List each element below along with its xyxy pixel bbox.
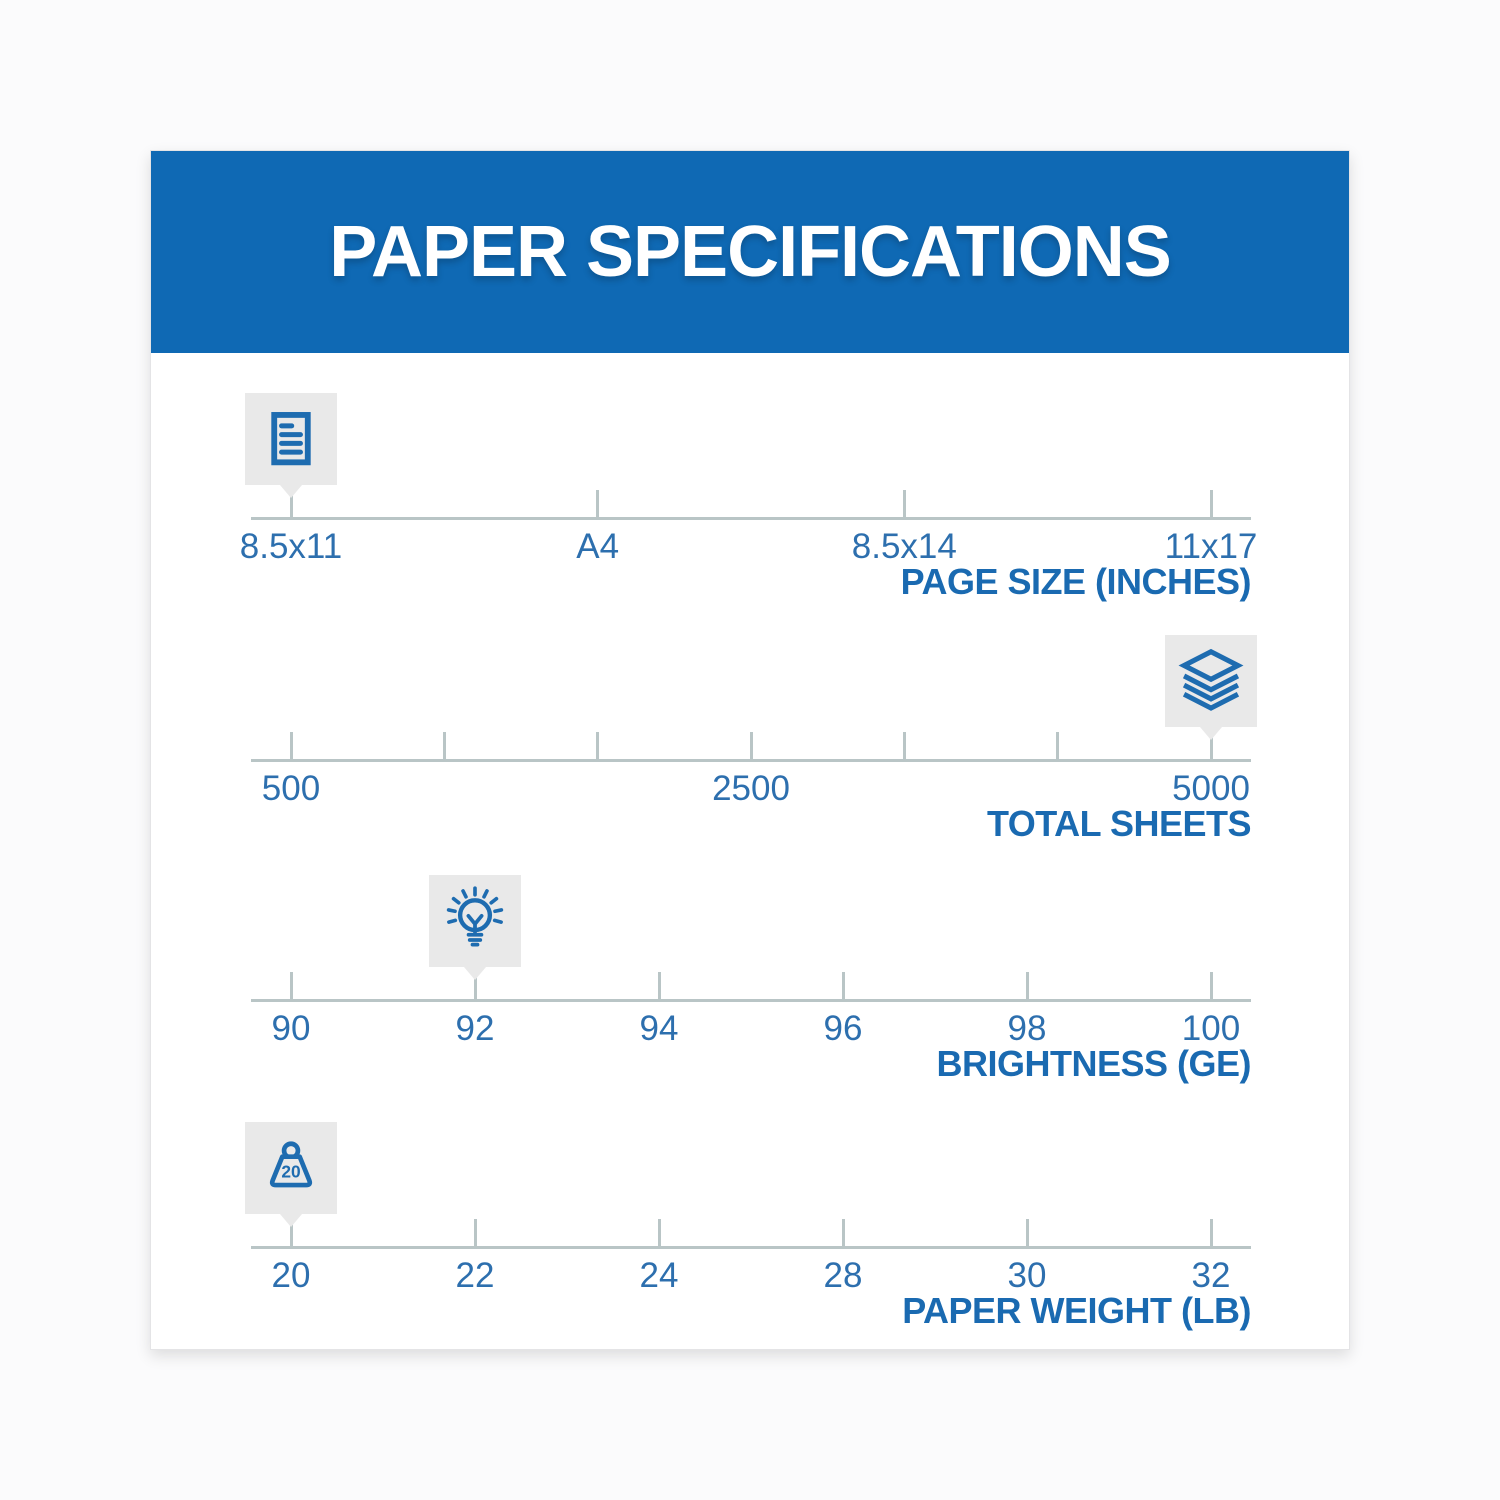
tick-mark	[443, 732, 446, 760]
scale-paper-weight	[151, 1086, 1351, 1331]
document-icon	[256, 404, 326, 474]
icon-marker	[245, 1122, 337, 1227]
tick-mark	[903, 732, 906, 760]
tick-label: 8.5x11	[239, 527, 343, 566]
tick-label: 28	[823, 1256, 863, 1295]
tick-mark	[842, 1219, 845, 1247]
scale-axis-line	[251, 999, 1251, 1002]
tick-mark	[290, 732, 293, 760]
marker-tail-icon	[464, 967, 486, 980]
header-banner	[151, 151, 1349, 353]
tick-mark	[1210, 972, 1213, 1000]
tick-mark	[290, 972, 293, 1000]
tick-label: 32	[1191, 1256, 1231, 1295]
tick-label: 90	[271, 1009, 311, 1048]
tick-mark	[1026, 972, 1029, 1000]
tick-mark	[1026, 1219, 1029, 1247]
scale-brightness	[151, 839, 1351, 1084]
scale-title: PAPER WEIGHT (LB)	[902, 1290, 1251, 1331]
sheets-stack-icon	[1173, 643, 1249, 719]
marker-tail-icon	[280, 485, 302, 498]
page-title: PAPER SPECIFICATIONS	[329, 212, 1171, 292]
scale-axis-line	[251, 1246, 1251, 1249]
tick-label: 500	[261, 769, 321, 808]
scale-title: TOTAL SHEETS	[986, 803, 1251, 844]
icon-marker	[245, 393, 337, 498]
scale-axis-line	[251, 517, 1251, 520]
icon-box	[1165, 635, 1257, 727]
tick-label: 24	[639, 1256, 679, 1295]
marker-tail-icon	[1200, 727, 1222, 740]
icon-marker	[1165, 635, 1257, 740]
tick-label: 96	[823, 1009, 863, 1048]
scale-total-sheets	[151, 599, 1351, 844]
tick-label: A4	[576, 527, 620, 566]
tick-mark	[1056, 732, 1059, 760]
lightbulb-icon	[440, 886, 510, 956]
icon-box	[245, 393, 337, 485]
tick-label: 98	[1007, 1009, 1047, 1048]
tick-label: 100	[1181, 1009, 1241, 1048]
scale-title: PAGE SIZE (INCHES)	[900, 561, 1251, 602]
tick-label: 8.5x14	[851, 527, 957, 566]
spec-card	[150, 150, 1350, 1350]
icon-box	[245, 1122, 337, 1214]
tick-label: 11x17	[1164, 527, 1258, 566]
tick-mark	[750, 732, 753, 760]
tick-label: 20	[271, 1256, 311, 1295]
tick-mark	[474, 1219, 477, 1247]
icon-box	[429, 875, 521, 967]
tick-mark	[658, 1219, 661, 1247]
weight-value-label: 20	[281, 1161, 301, 1182]
tick-label: 5000	[1172, 769, 1250, 808]
tick-mark	[903, 490, 906, 518]
weight-icon	[259, 1136, 323, 1200]
scale-page-size	[151, 357, 1351, 602]
tick-label: 30	[1007, 1256, 1047, 1295]
tick-label: 92	[455, 1009, 495, 1048]
tick-mark	[596, 732, 599, 760]
tick-label: 94	[639, 1009, 679, 1048]
tick-mark	[658, 972, 661, 1000]
scale-title: BRIGHTNESS (GE)	[936, 1043, 1251, 1084]
tick-label: 22	[455, 1256, 495, 1295]
tick-mark	[1210, 490, 1213, 518]
tick-mark	[842, 972, 845, 1000]
tick-mark	[1210, 1219, 1213, 1247]
icon-marker	[429, 875, 521, 980]
tick-label: 2500	[712, 769, 790, 808]
marker-tail-icon	[280, 1214, 302, 1227]
tick-mark	[596, 490, 599, 518]
